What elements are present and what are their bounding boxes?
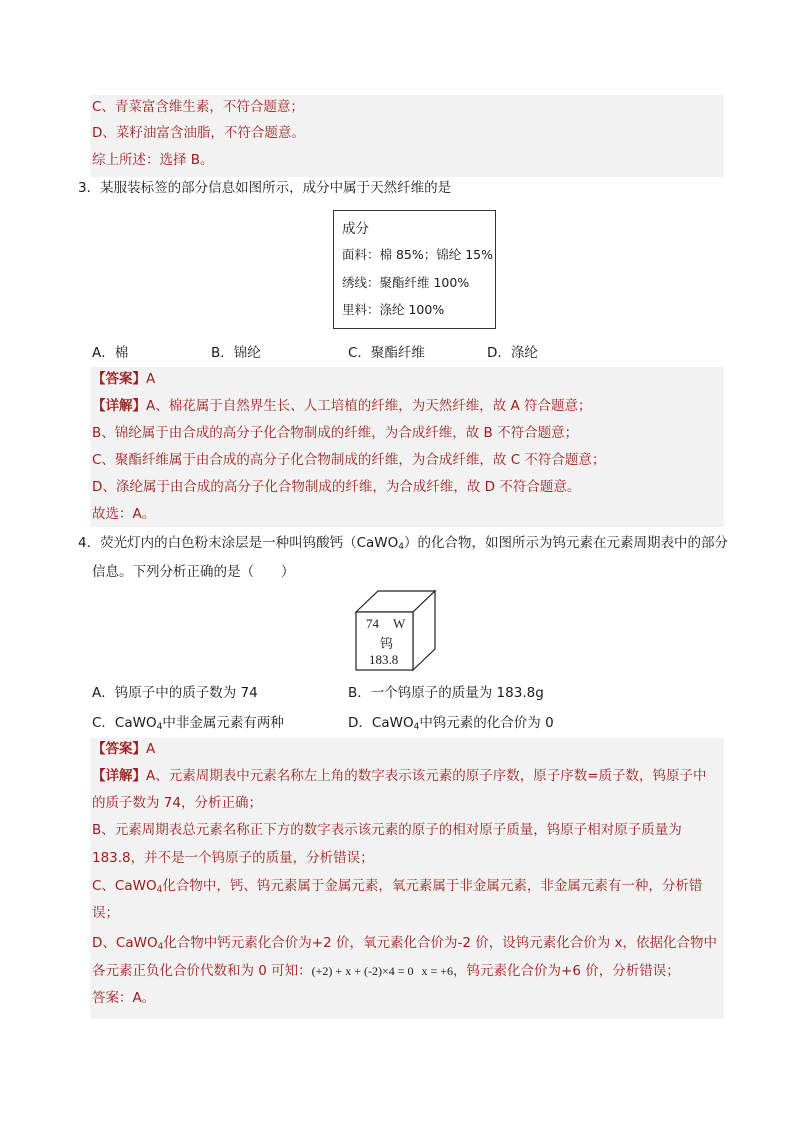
q4-option-c-sub: 4 (156, 722, 163, 732)
q3-answer-value: A (146, 371, 156, 387)
q4-option-a: A．钨原子中的质子数为 74 (92, 685, 258, 701)
q4-detail-tag: 【详解】 (92, 768, 146, 784)
q4-option-b: B．一个钨原子的质量为 183.8g (348, 685, 544, 701)
q4-detail-d1-post: 化合物中钙元素化合价为+2 价，氧元素化合价为-2 价，设钨元素化合价为 x，依据化合物中 (163, 935, 718, 951)
q4-stem-sub: 4 (398, 542, 404, 552)
q4-equation-2: x = +6 (421, 964, 454, 978)
q4-detail-c1-line (92, 873, 702, 900)
q3-answer-line (92, 366, 155, 393)
q4-option-c-pre: C．CaWO (92, 715, 157, 731)
q4-detail-d2-pre: 各元素正负化合价代数和为 0 可知： (92, 963, 312, 979)
q4-detail-c1-post: 化合物中，钙、钨元素属于金属元素，氧元素属于非金属元素，非金属元素有一种，分析错 (162, 878, 703, 894)
q3-option-d: D．涤纶 (487, 345, 538, 361)
q4-option-c (92, 711, 284, 732)
q4-final-answer: 答案：A。 (92, 990, 156, 1006)
q3-detail-a: A、棉花属于自然界生长、人工培植的纤维，为天然纤维，故 A 符合题意； (146, 398, 592, 414)
element-mass: 183.8 (369, 652, 399, 667)
q3-option-a: A．棉 (92, 345, 129, 361)
q4-detail-d1-sub: 4 (157, 942, 164, 952)
label-title: 成分 (342, 221, 369, 237)
q3-detail-b: B、锦纶属于由合成的高分子化合物制成的纤维，为合成纤维，故 B 不符合题意； (92, 425, 579, 441)
q4-answer-tag: 【答案】 (92, 741, 146, 757)
q2-line-c: C、青菜富含维生素，不符合题意； (92, 99, 304, 115)
q3-option-c: C．聚酯纤维 (348, 345, 425, 361)
q4-option-d (348, 711, 554, 732)
q4-detail-c1-pre: C、CaWO (92, 878, 157, 894)
q4-detail-a1: A、元素周期表中元素名称左上角的数字表示该元素的原子序数，原子序数=质子数，钨原子中 (146, 768, 707, 784)
q3-detail-d: D、涤纶属于由合成的高分子化合物制成的纤维，为合成纤维，故 D 不符合题意。 (92, 479, 581, 495)
q4-detail-d2-line (92, 958, 680, 985)
q4-answer-value: A (146, 741, 156, 757)
q4-stem-post: ）的化合物，如图所示为钨元素在元素周期表中的部分 (404, 535, 728, 551)
q4-detail-b2: 183.8，并不是一个钨原子的质量，分析错误； (92, 850, 374, 866)
q4-detail-c2: 误； (92, 905, 119, 921)
q4-detail-d2-post: ，钨元素化合价为+6 价，分析错误； (453, 963, 680, 979)
q4-option-d-post: 中钨元素的化合价为 0 (419, 715, 554, 731)
label-row-fabric: 面料：棉 85%；锦纶 15% (342, 247, 494, 262)
q3-conclusion: 故选：A。 (92, 506, 156, 522)
q4-answer-line (92, 736, 155, 763)
element-name: 钨 (380, 637, 394, 652)
q3-detail-c: C、聚酯纤维属于由合成的高分子化合物制成的纤维，为合成纤维，故 C 不符合题意； (92, 452, 606, 468)
q4-option-d-pre: D．CaWO (348, 715, 414, 731)
element-symbol: W (393, 616, 406, 631)
q3-detail-tag: 【详解】 (92, 398, 146, 414)
q4-option-c-post: 中非金属元素有两种 (162, 715, 284, 731)
q4-stem-line1 (78, 533, 728, 557)
q3-detail-a-line (92, 393, 592, 420)
q3-stem: 3．某服装标签的部分信息如图所示，成分中属于天然纤维的是 (78, 180, 452, 196)
q4-detail-d1-pre: D、CaWO (92, 935, 158, 951)
q2-line-d: D、菜籽油富含油脂，不符合题意。 (92, 125, 305, 141)
q4-stem-line2: 信息。下列分析正确的是（ ） (92, 564, 295, 580)
q4-detail-d1-line (92, 930, 717, 957)
garment-label-figure (333, 210, 496, 329)
q3-answer-tag: 【答案】 (92, 371, 146, 387)
q4-detail-a1-line (92, 763, 707, 790)
q4-equation-1: (+2) + x + (-2)×4 = 0 (311, 964, 414, 978)
element-atomic-number: 74 (366, 616, 379, 631)
q4-detail-a2: 的质子数为 74，分析正确； (92, 795, 262, 811)
q4-detail-c1-sub: 4 (156, 885, 163, 895)
q3-option-b: B．锦纶 (211, 345, 261, 361)
q4-option-d-sub: 4 (413, 722, 420, 732)
q4-stem-pre: 4．荧光灯内的白色粉末涂层是一种叫钨酸钙（CaWO (78, 535, 399, 551)
q2-summary: 综上所述：选择 B。 (92, 152, 214, 168)
label-row-thread: 绣线：聚酯纤维 100% (342, 275, 470, 290)
label-row-lining: 里料：涤纶 100% (342, 302, 445, 317)
q4-detail-b1: B、元素周期表总元素名称正下方的数字表示该元素的原子的相对原子质量，钨原子相对原子质量为 (92, 822, 682, 838)
